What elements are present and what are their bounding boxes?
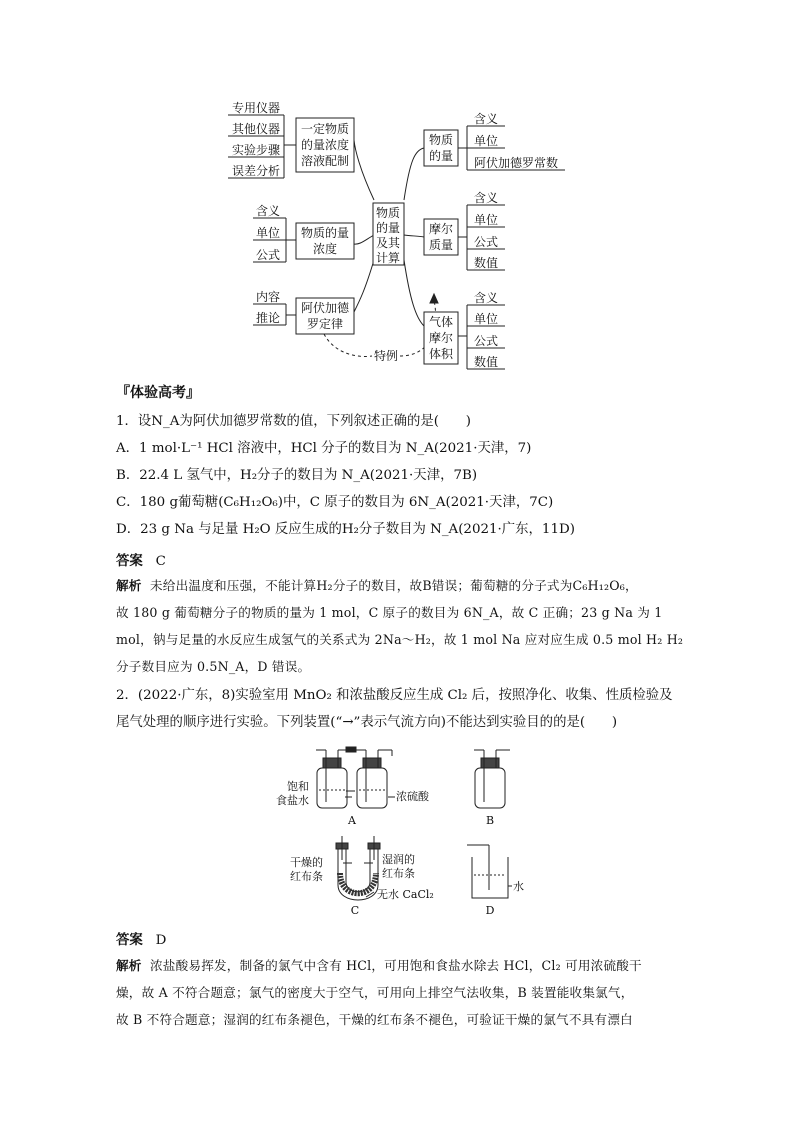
tl-item-2: 其他仪器 <box>231 122 281 136</box>
q1-answer <box>116 550 166 569</box>
section-title <box>116 382 200 402</box>
tl-box-1: 一定物质 <box>300 122 350 136</box>
concept-mindmap <box>0 0 794 380</box>
ml-box-1: 物质的量 <box>300 226 350 240</box>
mr-item-4: 数值 <box>473 256 499 270</box>
q2-answer <box>116 929 166 948</box>
tr-item-1: 含义 <box>473 112 499 126</box>
c-caption: C <box>350 904 360 917</box>
tl-item-3: 实验步骤 <box>231 143 281 157</box>
q1-analysis-text-1: 未给出温度和压强，不能计算H₂分子的数目，故B错误；葡萄糖的分子式为C₆H₁₂O₆， <box>150 578 638 593</box>
mr-box-2: 质量 <box>428 238 454 252</box>
bracket-close: 』 <box>186 385 200 401</box>
center-line-3: 及其 <box>375 236 401 250</box>
q1-answer-value: C <box>155 554 166 569</box>
a-left-label-1: 饱和 <box>287 780 309 793</box>
d-right-label: 水 <box>513 880 524 893</box>
mr-item-2: 单位 <box>473 213 499 227</box>
apparatus-figure <box>0 740 794 920</box>
bl-box-2: 罗定律 <box>306 317 344 331</box>
ml-box-2: 浓度 <box>312 242 338 256</box>
special-case-label: 特例 <box>373 349 399 363</box>
center-line-4: 计算 <box>375 251 401 265</box>
q2-stem-line-1: 2．(2022·广东，8)实验室用 MnO₂ 和浓盐酸反应生成 Cl₂ 后，按照净化、收集、性质检验及 <box>116 688 673 703</box>
tr-box-1: 物质 <box>428 133 454 147</box>
apparatus-d <box>467 845 512 898</box>
br-item-4: 数值 <box>473 355 499 369</box>
q1-analysis-line-2: 故 180 g 葡萄糖分子的物质的量为 1 mol，C 原子的数目为 6N_A，故 C 正确；23 g Na 为 1 <box>116 605 663 620</box>
bl-item-2: 推论 <box>255 311 281 325</box>
a-caption: A <box>348 814 356 827</box>
q2-answer-label: 答案 <box>116 932 143 948</box>
mr-box-1: 摩尔 <box>428 222 454 236</box>
q1-stem: 1．设N_A为阿伏加德罗常数的值，下列叙述正确的是( ) <box>116 414 472 429</box>
q1-analysis-line-3: mol，钠与足量的水反应生成氢气的关系式为 2Na～H₂，故 1 mol Na 应对应生成 0.5 mol H₂ H₂ <box>116 632 684 647</box>
q2-analysis-text-1: 浓盐酸易挥发，制备的氯气中含有 HCl，可用饱和食盐水除去 HCl，Cl₂ 可用浓硫酸干 <box>150 958 642 973</box>
mr-item-1: 含义 <box>473 191 499 205</box>
c-right-label-2: 红布条 <box>382 867 415 880</box>
center-line-2: 的量 <box>375 221 401 235</box>
q2-answer-value: D <box>155 933 167 948</box>
br-item-2: 单位 <box>473 312 499 326</box>
apparatus-b <box>474 750 510 808</box>
mr-item-3: 公式 <box>473 235 499 249</box>
q1-answer-label: 答案 <box>116 553 143 569</box>
tr-item-3: 阿伏加德罗常数 <box>473 156 559 170</box>
c-left-label-1: 干燥的 <box>290 856 323 869</box>
q1-option-a: A．1 mol·L⁻¹ HCl 溶液中，HCl 分子的数目为 N_A(2021·天津，7) <box>116 441 532 456</box>
tl-item-4: 误差分析 <box>231 164 281 178</box>
center-line-1: 物质 <box>375 206 401 220</box>
apparatus-a <box>316 747 395 808</box>
q1-option-d: D．23 g Na 与足量 H₂O 反应生成的H₂分子数目为 N_A(2021·广东，11D) <box>116 522 575 537</box>
apparatus-c <box>336 836 380 900</box>
ml-item-2: 单位 <box>255 226 281 240</box>
br-box-2: 摩尔 <box>428 331 454 345</box>
section-title-text: 体验高考 <box>130 385 186 401</box>
br-item-1: 含义 <box>473 291 499 305</box>
q1-option-c: C．180 g葡萄糖(C₆H₁₂O₆)中，C 原子的数目为 6N_A(2021·天津，7C) <box>116 495 554 510</box>
ml-item-1: 含义 <box>255 204 281 218</box>
q2-analysis-line-1 <box>116 956 642 976</box>
q1-analysis-line-1 <box>116 576 638 596</box>
q1-analysis-label: 解析 <box>116 578 142 593</box>
a-left-label-2: 食盐水 <box>276 794 309 807</box>
bl-box-1: 阿伏加德 <box>300 301 350 315</box>
tl-box-3: 溶液配制 <box>300 154 350 168</box>
q2-analysis-label: 解析 <box>116 958 142 973</box>
d-caption: D <box>485 904 495 917</box>
c-right-label-1: 湿润的 <box>382 853 415 866</box>
tl-box-2: 的量浓度 <box>300 138 350 152</box>
c-bottom-label: 无水 CaCl₂ <box>377 888 434 901</box>
tr-item-2: 单位 <box>473 134 499 148</box>
br-item-3: 公式 <box>473 334 499 348</box>
bl-item-1: 内容 <box>255 290 281 304</box>
tr-box-2: 的量 <box>428 149 454 163</box>
a-right-label: 浓硫酸 <box>396 790 429 803</box>
b-caption: B <box>485 814 495 827</box>
tl-item-1: 专用仪器 <box>231 101 281 115</box>
q1-option-b: B．22.4 L 氢气中，H₂分子的数目为 N_A(2021·天津，7B) <box>116 468 478 483</box>
q1-analysis-line-4: 分子数目应为 0.5N_A，D 错误。 <box>116 659 311 674</box>
c-left-label-2: 红布条 <box>290 870 323 883</box>
q2-analysis-line-2: 燥，故 A 不符合题意；氯气的密度大于空气，可用向上排空气法收集，B 装置能收集氯气， <box>116 985 634 1000</box>
ml-item-3: 公式 <box>255 248 281 262</box>
br-box-3: 体积 <box>428 347 454 361</box>
br-box-1: 气体 <box>428 315 454 329</box>
q2-analysis-line-3: 故 B 不符合题意；湿润的红布条褪色，干燥的红布条不褪色，可验证干燥的氯气不具有漂白 <box>116 1012 633 1027</box>
bracket-open: 『 <box>116 385 130 401</box>
q2-stem-line-2: 尾气处理的顺序进行实验。下列装置(“→”表示气流方向)不能达到实验目的的是( ) <box>116 715 618 730</box>
